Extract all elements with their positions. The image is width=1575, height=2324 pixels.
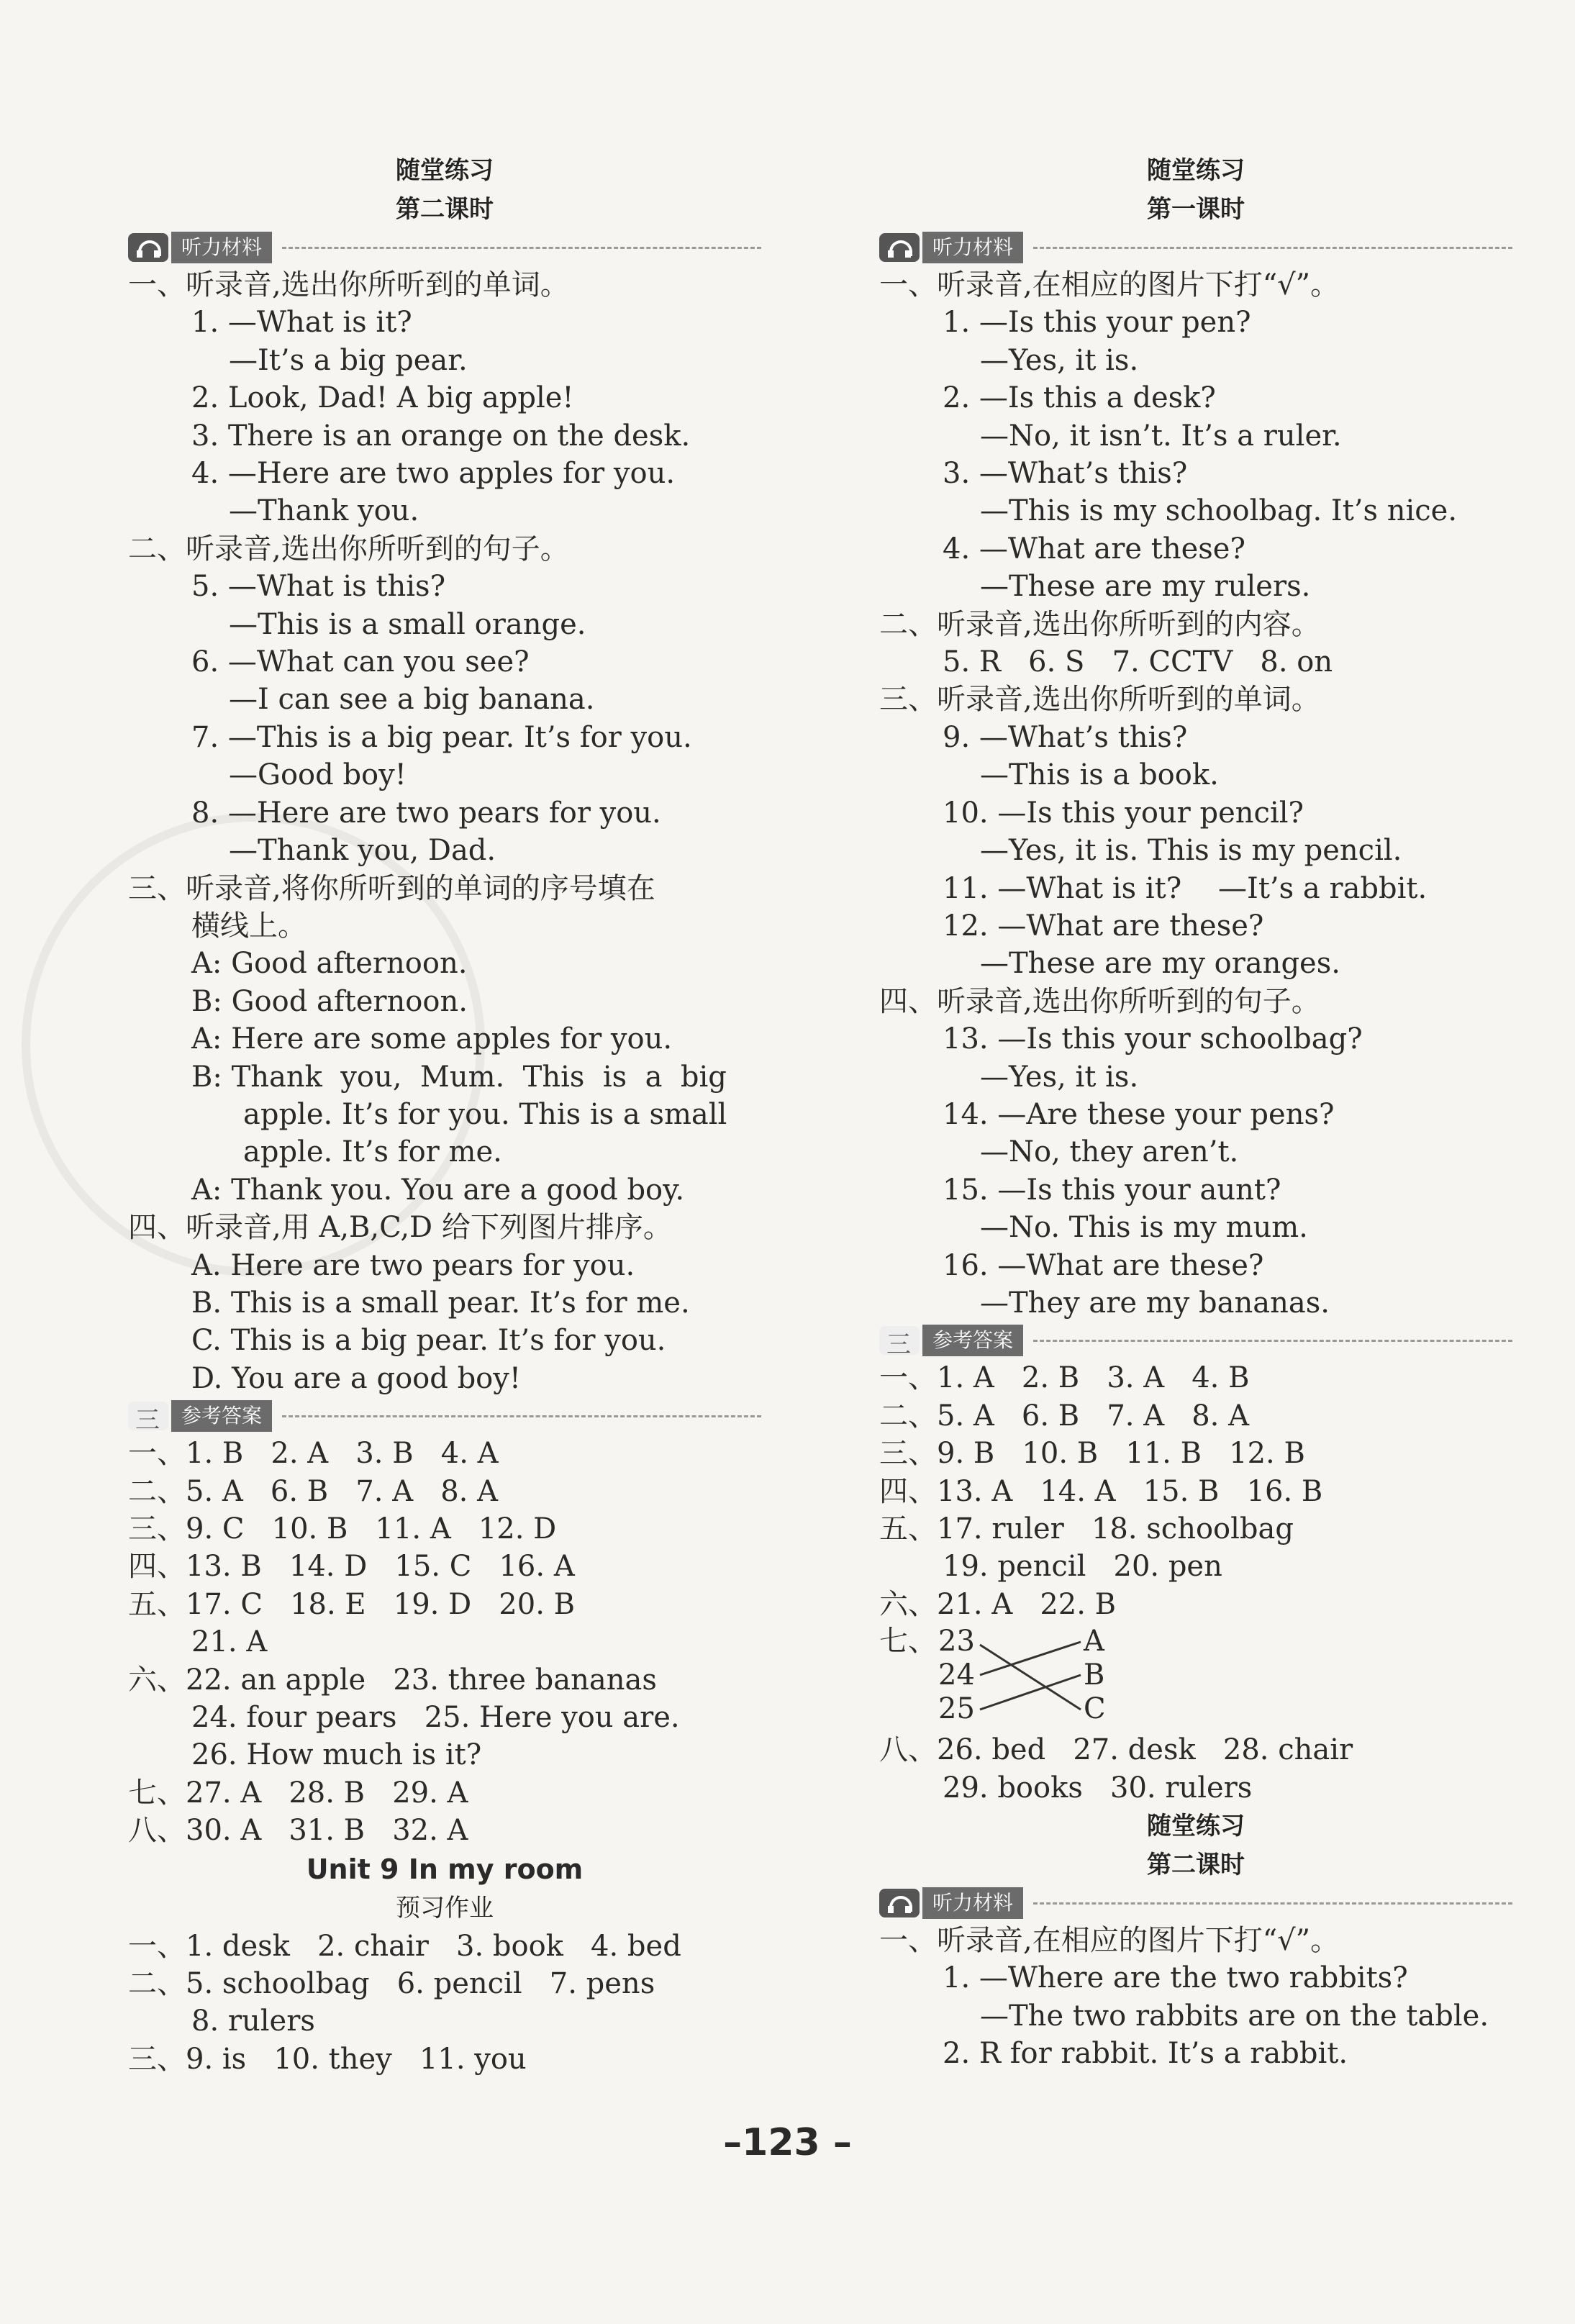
text-line: 六、22. an apple 23. three bananas [128,1663,657,1697]
text-line: —No, it isn’t. It’s a ruler. [980,419,1342,453]
answer-label: 参考答案 [922,1325,1023,1356]
text-line: —Yes, it is. [980,343,1139,377]
listening-label: 听力材料 [171,232,272,263]
text-line: 二、5. schoolbag 6. pencil 7. pens [128,1967,655,2001]
right-listening-lines [879,266,1512,1322]
left-subtitle: 第二课时 [396,195,494,224]
text-line: B. This is a small pear. It’s for me. [191,1286,690,1320]
left-answer-header [128,1397,761,1435]
text-line: B: Thank you, Mum. This is a big [191,1060,727,1094]
left-listening-lines [128,266,761,1397]
match-line [980,1645,1081,1710]
left-title: 随堂练习 [396,156,494,185]
text-line: 四、13. B 14. D 15. C 16. A [128,1550,575,1584]
text-line: 三、9. C 10. B 11. A 12. D [128,1512,557,1545]
right-answer-lines [879,1359,1512,1623]
text-line: 13. —Is this your schoolbag? [943,1022,1363,1056]
text-line: 11. —What is it? —It’s a rabbit. [943,871,1428,905]
text-line: 3. —What’s this? [943,457,1188,491]
text-line: 3. There is an orange on the desk. [191,419,691,453]
right-answer-header [879,1322,1512,1359]
divider [1033,1902,1512,1905]
text-line: —They are my bananas. [980,1286,1330,1320]
text-line: 10. —Is this your pencil? [943,796,1304,830]
match-prefix: 七、 [879,1625,937,1658]
page-number: –123 – [723,2121,852,2164]
text-line: A. Here are two pears for you. [191,1248,635,1282]
text-line: 七、27. A 28. B 29. A [128,1776,468,1810]
divider [1033,247,1512,249]
left-column [128,151,761,2078]
text-line: 2. R for rabbit. It’s a rabbit. [943,2037,1348,2071]
text-line: 三、听录音,选出你所听到的单词。 [879,683,1320,717]
text-line: 29. books 30. rulers [943,1771,1253,1805]
text-line: 五、17. ruler 18. schoolbag [879,1512,1294,1545]
text-line: 6. —What can you see? [191,645,530,679]
right-column [879,151,1512,2073]
right-listening-header-2 [879,1884,1512,1922]
match-right-item: C [1084,1692,1106,1726]
text-line: —I can see a big banana. [229,683,595,717]
left-preview-lines [128,1928,761,2079]
unit-title: Unit 9 In my room [306,1853,584,1885]
unit-subtitle: 预习作业 [396,1893,494,1923]
text-line: 8. —Here are two pears for you. [191,796,661,830]
match-left-item: 24 [938,1658,975,1692]
text-line: 三、9. is 10. they 11. you [128,2042,527,2076]
text-line: 一、1. desk 2. chair 3. book 4. bed [128,1929,681,1963]
matching-answer [879,1623,1512,1731]
right-listening-lines-2 [879,1922,1512,2073]
text-line: 14. —Are these your pens? [943,1097,1335,1131]
answer-icon [128,1402,168,1430]
divider [1033,1340,1512,1342]
text-line: apple. It’s for you. This is a small [243,1097,727,1131]
text-line: 三、听录音,将你所听到的单词的序号填在 [128,871,655,905]
text-line: —No. This is my mum. [980,1211,1308,1245]
divider [282,1415,761,1417]
answer-label: 参考答案 [171,1400,272,1432]
text-line: 1. —Where are the two rabbits? [943,1961,1408,1995]
text-line: 1. —What is it? [191,306,412,340]
text-line: 二、5. A 6. B 7. A 8. A [128,1474,499,1508]
text-line: —The two rabbits are on the table. [980,1999,1489,2033]
text-line: 五、17. C 18. E 19. D 20. B [128,1587,576,1621]
right-answer-lines-2 [879,1731,1512,1807]
listening-label: 听力材料 [922,1887,1023,1919]
text-line: 8. rulers [191,2005,315,2038]
text-line: A: Here are some apples for you. [191,1022,673,1056]
text-line: —It’s a big pear. [229,343,468,377]
text-line: 16. —What are these? [943,1248,1264,1282]
text-line: 12. —What are these? [943,909,1264,943]
text-line: 7. —This is a big pear. It’s for you. [191,720,692,754]
text-line: —Thank you, Dad. [229,834,496,868]
text-line: —Yes, it is. [980,1060,1139,1094]
right-subtitle: 第一课时 [1147,195,1245,224]
text-line: —These are my rulers. [980,570,1311,604]
right-listening-header [879,229,1512,266]
text-line: 9. —What’s this? [943,720,1188,754]
text-line: 19. pencil 20. pen [943,1550,1222,1584]
headphones-icon [879,1889,920,1917]
text-line: 4. —Here are two apples for you. [191,457,676,491]
text-line: —No, they aren’t. [980,1135,1239,1169]
text-line: 1. —Is this your pen? [943,306,1251,340]
text-line: 二、听录音,选出你所听到的句子。 [128,532,569,566]
text-line: 一、1. B 2. A 3. B 4. A [128,1437,499,1471]
text-line: 4. —What are these? [943,532,1245,566]
text-line: apple. It’s for me. [243,1135,502,1169]
left-listening-header [128,229,761,266]
text-line: 横线上。 [191,909,307,943]
text-line: —Thank you. [229,494,419,528]
text-line: 一、听录音,选出你所听到的单词。 [128,268,569,301]
text-line: 二、听录音,选出你所听到的内容。 [879,607,1320,641]
answer-icon [879,1326,920,1355]
text-line: —Yes, it is. This is my pencil. [980,834,1402,868]
text-line: 26. How much is it? [191,1738,482,1772]
text-line: 一、1. A 2. B 3. A 4. B [879,1361,1250,1395]
text-line: 六、21. A 22. B [879,1587,1117,1621]
text-line: —This is a small orange. [229,607,586,641]
text-line: —Good boy! [229,758,407,792]
headphones-icon [879,233,920,262]
right-title-2: 随堂练习 [1147,1812,1245,1841]
right-title: 随堂练习 [1147,156,1245,185]
text-line: 2. Look, Dad! A big apple! [191,381,574,415]
text-line: 四、听录音,用 A,B,C,D 给下列图片排序。 [128,1211,672,1245]
text-line: —This is a book. [980,758,1219,792]
listening-label: 听力材料 [922,232,1023,263]
match-left-item: 23 [938,1625,975,1658]
text-line: 一、听录音,在相应的图片下打“√”。 [879,268,1340,301]
right-subtitle-2: 第二课时 [1147,1851,1245,1880]
text-line: D. You are a good boy! [191,1361,521,1395]
text-line: 八、30. A 31. B 32. A [128,1814,468,1848]
left-answer-lines [128,1435,761,1849]
text-line: 四、听录音,选出你所听到的句子。 [879,984,1320,1018]
match-line [980,1642,1081,1675]
text-line: C. This is a big pear. It’s for you. [191,1324,666,1358]
divider [282,247,761,249]
text-line: 四、13. A 14. A 15. B 16. B [879,1474,1323,1508]
match-lines [879,1623,1095,1731]
text-line: 24. four pears 25. Here you are. [191,1701,680,1735]
text-line: —This is my schoolbag. It’s nice. [980,494,1458,528]
text-line: 5. —What is this? [191,570,446,604]
headphones-icon [128,233,168,262]
match-right-item: B [1084,1658,1105,1692]
text-line: A: Good afternoon. [191,947,468,981]
text-line: 21. A [191,1625,268,1659]
text-line: A: Thank you. You are a good boy. [191,1173,685,1207]
text-line: 八、26. bed 27. desk 28. chair [879,1733,1353,1767]
match-left-item: 25 [938,1692,975,1726]
text-line: 2. —Is this a desk? [943,381,1216,415]
text-line: —These are my oranges. [980,947,1340,981]
text-line: 三、9. B 10. B 11. B 12. B [879,1437,1305,1471]
text-line: 15. —Is this your aunt? [943,1173,1281,1207]
text-line: 一、听录音,在相应的图片下打“√”。 [879,1924,1340,1958]
match-line [980,1675,1081,1710]
match-right-item: A [1084,1625,1104,1658]
text-line: 二、5. A 6. B 7. A 8. A [879,1399,1250,1433]
text-line: 5. R 6. S 7. CCTV 8. on [943,645,1333,679]
text-line: B: Good afternoon. [191,984,468,1018]
